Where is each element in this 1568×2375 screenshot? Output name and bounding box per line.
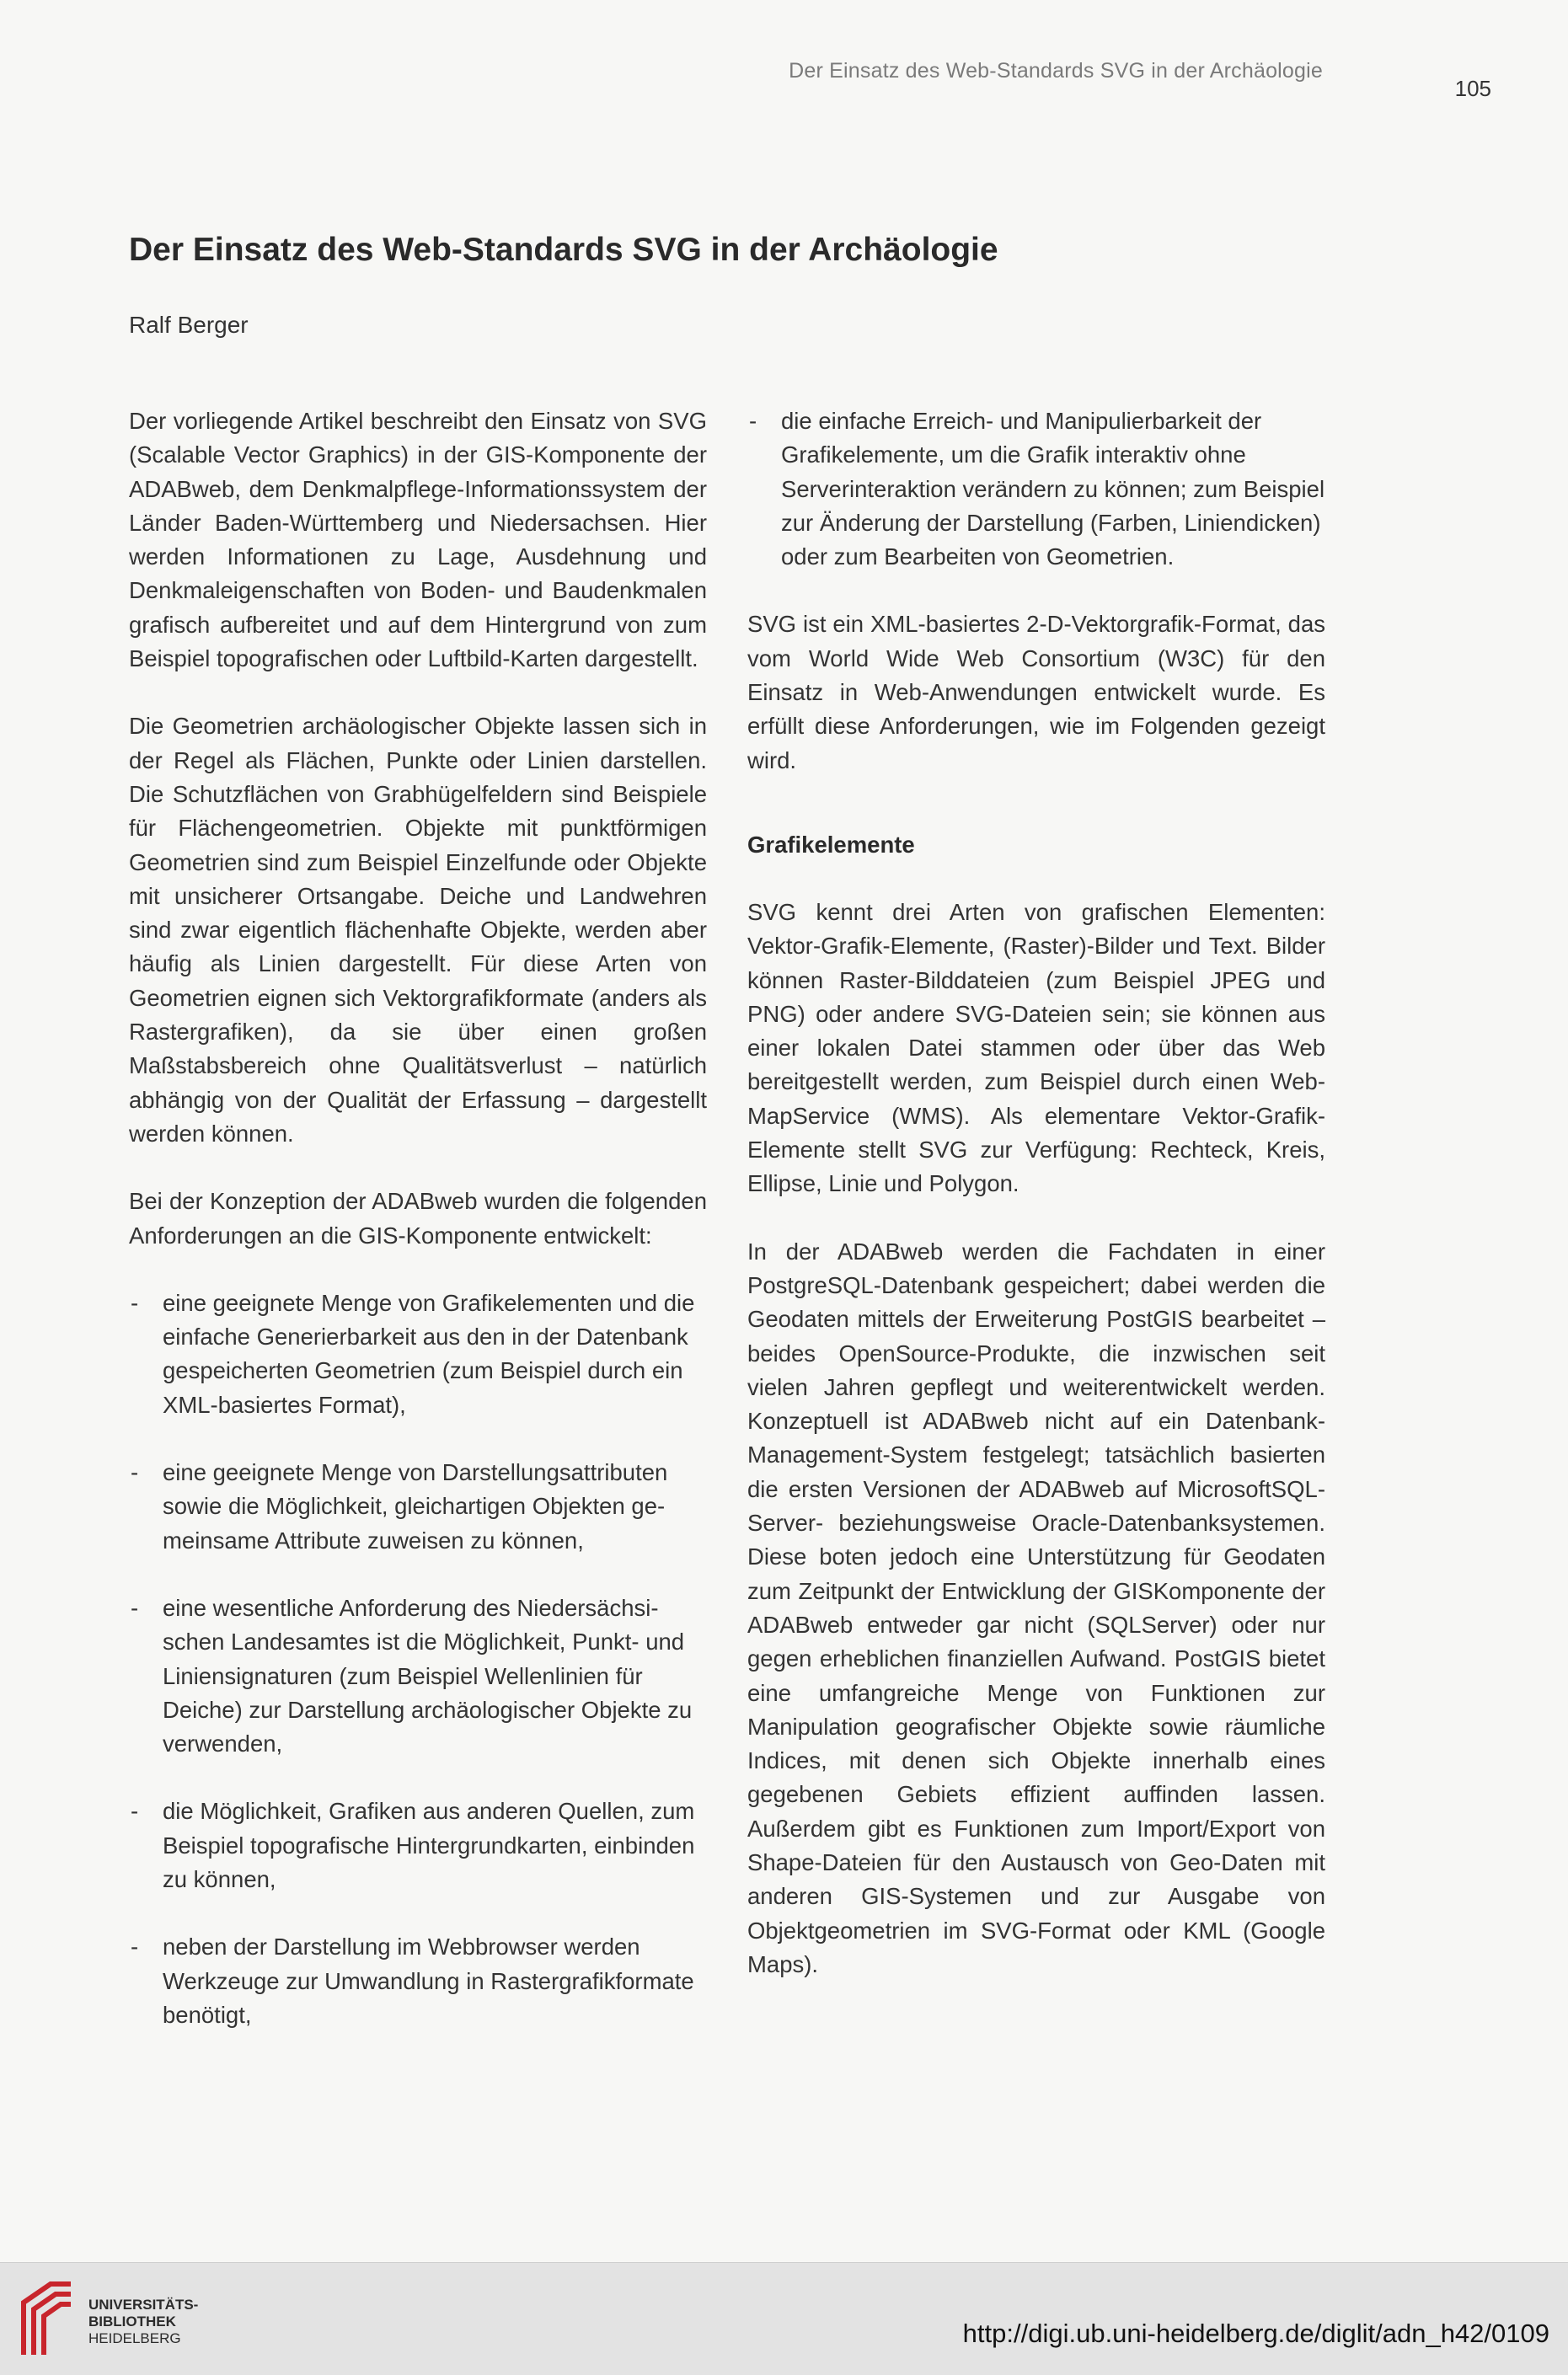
library-name-line: BIBLIOTHEK: [88, 2313, 176, 2330]
list-item: - eine geeignete Menge von Grafikelementen und die einfache Generierbarkeit aus den in der Datenbank gespeicherten Geometrien (zum Beispiel durch ein XML-basiertes Format),: [129, 1286, 707, 1422]
library-name: [88, 2297, 198, 2347]
paragraph: In der ADABweb werden die Fachdaten in einer PostgreSQL-Datenbank gespeichert; dabei werden die Geodaten mittels der Erweiterung PostGIS bearbeitet – beides OpenSource-Produkte, die inzwischen seit vielen Jahren gepflegt und weiterentwickelt werden. Konzeptuell ist ADABweb nicht auf ein DatenbankManagement-System festgelegt; tatsächlich basierten die ersten Versionen der ADABweb auf MicrosoftSQL-Server- beziehungsweise Oracle-Datenbanksystemen. Diese boten jedoch eine Unterstützung für Geodaten zum Zeitpunkt der Entwicklung der GISKomponente der ADABweb entweder gar nicht (SQLServer) oder nur gegen erheblichen finanziellen Aufwand. PostGIS bietet eine umfangreiche Menge von Funktionen zur Manipulation geografischer Objekte sowie räumliche Indices, mit denen sich Objekte innerhalb eines gegebenen Gebiets effizient auffinden lassen. Außerdem gibt es Funktionen zum Import/Export von Shape-Dateien für den Austausch von Geo-Daten mit anderen GIS-Systemen und zur Ausgabe von Objektgeometrien im SVG-Format oder KML (Google Maps).: [747, 1238, 1325, 1977]
library-name-line: UNIVERSITÄTS-: [88, 2297, 199, 2313]
page-number: 105: [1454, 76, 1491, 101]
paragraph: SVG ist ein XML-basiertes 2-D-Vektorgrafik-Format, das vom World Wide Web Consortium (W3C) für den Einsatz in Web-Anwendungen entwickelt wurde. Es erfüllt diese Anforderungen, wie im Folgenden gezeigt wird.: [747, 611, 1325, 773]
library-city: HEIDELBERG: [88, 2330, 181, 2346]
list-item: - eine geeignete Menge von Darstellungsattributen sowie die Möglichkeit, gleichartigen Objekten gemeinsame Attribute zuweisen zu können,: [129, 1456, 707, 1558]
library-footer: [0, 2262, 1568, 2375]
section-heading: Grafikelemente: [747, 831, 915, 858]
paragraph: Der vorliegende Artikel beschreibt den Einsatz von SVG (Scalable Vector Graphics) in der GIS-Komponente der ADABweb, dem Denkmalpflege-Informationssystem der Länder Baden-Württemberg und Niedersachsen. Hier werden Informationen zu Lage, Ausdehnung und Denkmaleigenschaften von Boden- und Baudenkmalen grafisch aufbereitet und auf dem Hintergrund von zum Beispiel topografischen oder Luftbild-Karten dargestellt.: [129, 408, 707, 672]
university-library-logo-icon: [17, 2277, 78, 2362]
paragraph: SVG kennt drei Arten von grafischen Elementen: Vektor-Grafik-Elemente, (Raster)-Bilder und Text. Bilder können Raster-Bilddateien (zum Beispiel JPEG und PNG) oder andere SVG-Dateien sein; sie können aus einer lokalen Datei stammen oder über das Web bereitgestellt werden, zum Beispiel durch einen WebMapService (WMS). Als elementare Vektor-GrafikElemente stellt SVG zur Verfügung: Rechteck, Kreis, Ellipse, Linie und Polygon.: [747, 898, 1325, 1197]
list-item: - eine wesentliche Anforderung des Niedersächsischen Landesamtes ist die Möglichkeit, Punkt- und Liniensignaturen (zum Beispiel Wellenlinien für Deiche) zur Darstellung archäologischer Objekte zu verwenden,: [129, 1591, 707, 1761]
paragraph: Die Geometrien archäologischer Objekte lassen sich in der Regel als Flächen, Punkte oder Linien darstellen. Die Schutzflächen von Grabhügelfeldern sind Beispiele für Flächengeometrien. Objekte mit punktförmigen Geometrien sind zum Beispiel Einzelfunde oder Objekte mit unsicherer Ortsangabe. Deiche und Landwehren sind zwar eigentlich flächenhafte Objekte, werden aber häufig als Linien dargestellt. Für diese Arten von Geometrien eignen sich Vektorgrafikformate (anders als Rastergrafiken), da sie über einen großen Maßstabsbereich ohne Qualitätsverlust – natürlich abhängig von der Qualität der Erfassung – dargestellt werden können.: [129, 713, 707, 1147]
running-head: Der Einsatz des Web-Standards SVG in der Archäologie: [789, 59, 1323, 83]
article-author: Ralf Berger: [129, 312, 249, 338]
list-item: - die einfache Erreich- und Manipulierbarkeit der Grafikelemente, um die Grafik interaktiv ohne Serverinteraktion verändern zu können; zum Beispiel zur Änderung der Darstellung (Farben, Liniendicken) oder zum Bearbeiten von Geometrien.: [747, 404, 1325, 574]
left-column: [129, 404, 707, 2066]
requirements-list: [129, 1286, 707, 2032]
requirements-list-continued: [747, 404, 1325, 574]
paragraph: Bei der Konzeption der ADABweb wurden die folgenden Anforderungen an die GIS-Komponente entwickelt:: [129, 1188, 707, 1249]
digital-copy-link[interactable]: http://digi.ub.uni-heidelberg.de/diglit/adn_h42/0109: [962, 2319, 1549, 2348]
list-item: - die Möglichkeit, Grafiken aus anderen Quellen, zum Beispiel topografische Hintergrundkarten, einbinden zu können,: [129, 1795, 707, 1896]
article-title: Der Einsatz des Web-Standards SVG in der Archäologie: [129, 232, 998, 268]
list-item: - neben der Darstellung im Webbrowser werden Werkzeuge zur Umwandlung in Rastergrafikformate benötigt,: [129, 1930, 707, 2032]
right-column: [747, 404, 1325, 2015]
